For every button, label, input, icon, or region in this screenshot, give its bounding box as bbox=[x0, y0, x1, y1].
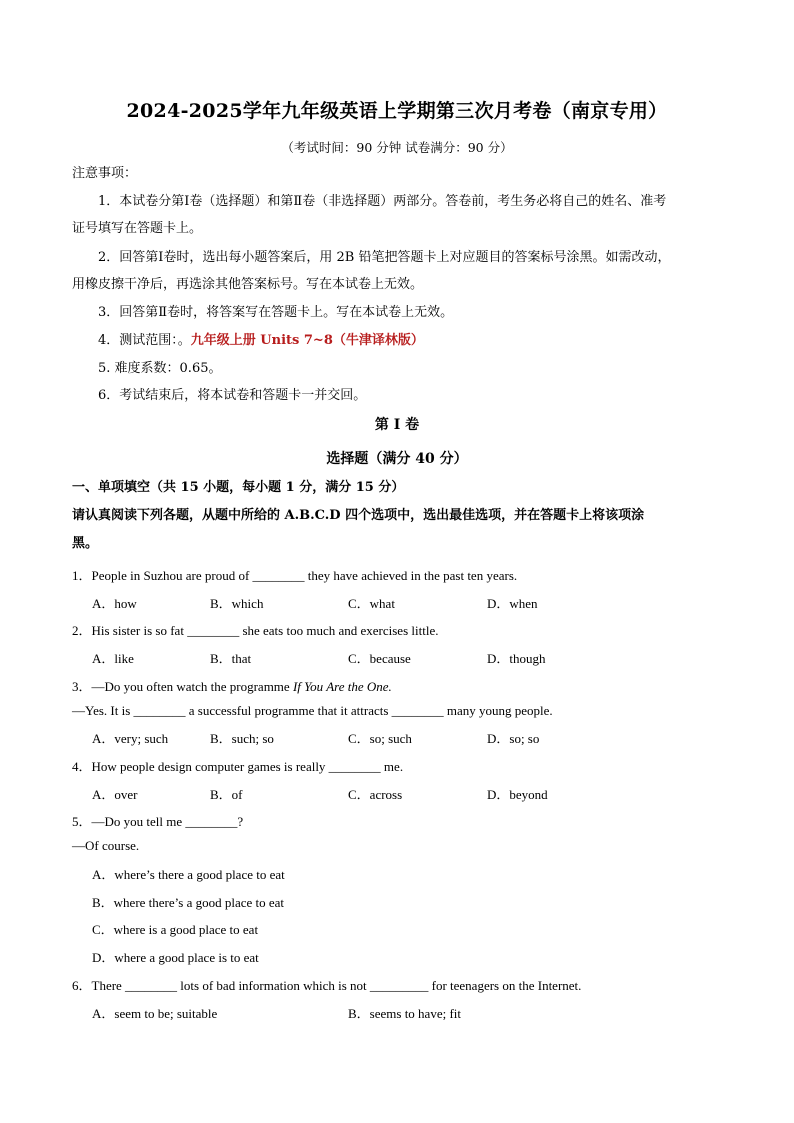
question-6-stem: 6．There ________ lots of bad information which is not _________ for teenagers on the Internet. bbox=[72, 978, 582, 993]
notice-item-2-line1: 2．回答第Ⅰ卷时，选出每小题答案后，用 2B 铅笔把答题卡上对应题目的答案标号涂黑。如需改动， bbox=[98, 250, 671, 265]
q6-option-a: A．seem to be; suitable bbox=[92, 1006, 218, 1021]
test-scope-highlight: 九年级上册 Units 7~8（牛津译林版） bbox=[190, 333, 424, 348]
question-2-stem: 2．His sister is so fat ________ she eats too much and exercises little. bbox=[72, 623, 439, 638]
part-title: 选择题（满分 40 分） bbox=[326, 451, 468, 467]
q4-option-b: B．of bbox=[210, 787, 243, 802]
question-5-stem: 5．—Do you tell me ________? bbox=[72, 814, 244, 829]
q2-option-b: B．that bbox=[210, 651, 252, 666]
question-4-stem: 4．How people design computer games is really ________ me. bbox=[72, 759, 404, 774]
notice-item-3: 3．回答第Ⅱ卷时，将答案写在答题卡上。写在本试卷上无效。 bbox=[98, 305, 454, 320]
q5-option-a: A．where’s there a good place to eat bbox=[92, 867, 285, 882]
notice-item-4-prefix: 4．测试范围：。 bbox=[98, 333, 191, 348]
q2-option-d: D．though bbox=[487, 651, 546, 666]
q5-option-c: C．where is a good place to eat bbox=[92, 922, 259, 937]
q3-option-d: D．so; so bbox=[487, 731, 540, 746]
q1-option-a: A．how bbox=[92, 596, 137, 611]
q1-option-c: C．what bbox=[348, 596, 395, 611]
question-3-reply: —Yes. It is ________ a successful programme that it attracts ________ many young people. bbox=[72, 703, 553, 718]
question-1-stem: 1．People in Suzhou are proud of ________ they have achieved in the past ten years. bbox=[72, 568, 518, 583]
notice-heading: 注意事项： bbox=[72, 166, 138, 181]
notice-item-4 bbox=[98, 333, 424, 349]
question-3-stem bbox=[72, 676, 392, 695]
q1-option-d: D．when bbox=[487, 596, 538, 611]
q3-programme-title: If You Are the One. bbox=[292, 679, 392, 694]
q3-option-a: A．very; such bbox=[92, 731, 169, 746]
q3-stem-text: 3．—Do you often watch the programme bbox=[72, 679, 293, 694]
subsection-heading: 一、单项填空（共 15 小题，每小题 1 分，满分 15 分） bbox=[72, 480, 405, 495]
q4-option-c: C．across bbox=[348, 787, 403, 802]
volume-heading: 第 I 卷 bbox=[374, 417, 420, 433]
q4-option-a: A．over bbox=[92, 787, 138, 802]
notice-item-2-line2: 用橡皮擦干净后，再选涂其他答案标号。写在本试卷上无效。 bbox=[72, 277, 424, 292]
instruction-line2: 黑。 bbox=[72, 536, 99, 551]
page-title: 2024-2025学年九年级英语上学期第三次月考卷（南京专用） bbox=[126, 100, 668, 122]
instruction-line1: 请认真阅读下列各题，从题中所给的 A.B.C.D 四个选项中，选出最佳选项，并在答题卡上将该项涂 bbox=[72, 508, 645, 523]
q1-option-b: B．which bbox=[210, 596, 264, 611]
notice-item-1-line1: 1．本试卷分第Ⅰ卷（选择题）和第Ⅱ卷（非选择题）两部分。答卷前，考生务必将自己的姓名、准考 bbox=[98, 194, 667, 209]
notice-item-5: 5. 难度系数：0.65。 bbox=[98, 361, 222, 376]
q2-option-a: A．like bbox=[92, 651, 134, 666]
page-subtitle: （考试时间：90 分钟 试卷满分：90 分） bbox=[281, 140, 513, 155]
q5-option-d: D．where a good place is to eat bbox=[92, 950, 259, 965]
q3-option-c: C．so; such bbox=[348, 731, 412, 746]
question-5-reply: —Of course. bbox=[72, 838, 140, 853]
q4-option-d: D．beyond bbox=[487, 787, 548, 802]
notice-item-1-line2: 证号填写在答题卡上。 bbox=[72, 221, 203, 236]
notice-item-6: 6．考试结束后，将本试卷和答题卡一并交回。 bbox=[98, 388, 367, 403]
q6-option-b: B．seems to have; fit bbox=[348, 1006, 462, 1021]
q5-option-b: B．where there’s a good place to eat bbox=[92, 895, 285, 910]
q3-option-b: B．such; so bbox=[210, 731, 274, 746]
q2-option-c: C．because bbox=[348, 651, 411, 666]
